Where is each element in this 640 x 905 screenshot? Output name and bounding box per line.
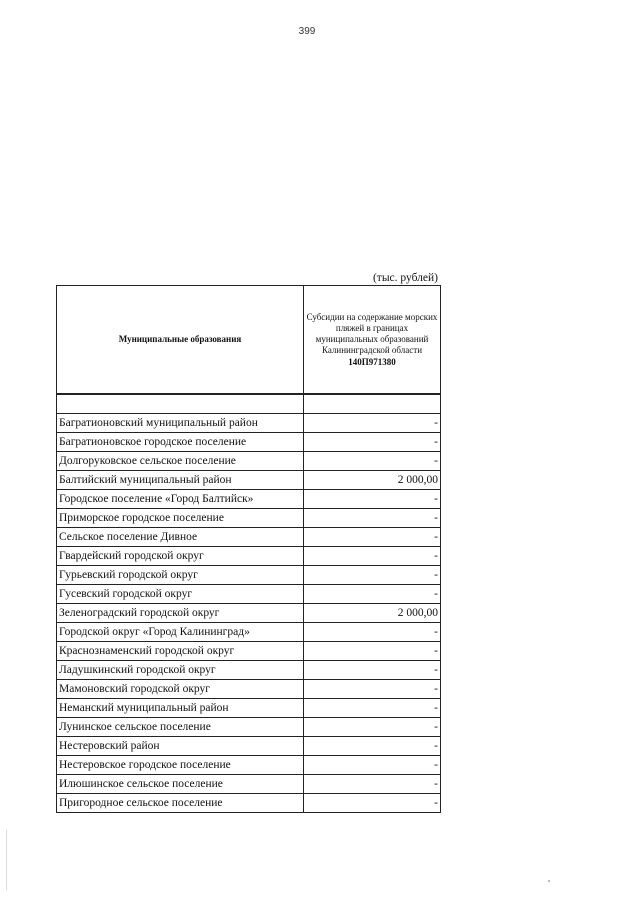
subsidy-value: 2 000,00 [304,604,441,623]
subsidy-value: - [304,414,441,433]
municipality-name: Пригородное сельское поселение [57,794,304,813]
table-row [57,566,441,585]
municipality-name: Мамоновский городской округ [57,680,304,699]
municipality-name: Гвардейский городской округ [57,547,304,566]
table-row [57,775,441,794]
table-row [57,547,441,566]
municipality-name: Зеленоградский городской округ [57,604,304,623]
subsidy-value: - [304,509,441,528]
subsidy-value: - [304,775,441,794]
municipality-name: Гурьевский городской округ [57,566,304,585]
table-row [57,471,441,490]
scan-dot [548,880,550,882]
table-body [57,394,441,813]
municipality-name: Городской округ «Город Калининград» [57,623,304,642]
subsidy-value: - [304,680,441,699]
table-row [57,737,441,756]
table-row [57,718,441,737]
table-row [57,623,441,642]
municipality-name: Гусевский городской округ [57,585,304,604]
subsidy-value: - [304,794,441,813]
municipality-name: Сельское поселение Дивное [57,528,304,547]
scan-margin-mark [6,830,7,890]
subsidy-value: - [304,452,441,471]
header-municipalities: Муниципальные образования [57,286,304,395]
subsidy-value: - [304,623,441,642]
municipality-name: Лунинское сельское поселение [57,718,304,737]
subsidy-value: - [304,566,441,585]
table-row [57,509,441,528]
table-row [57,604,441,623]
subsidy-value: - [304,737,441,756]
table-row [57,699,441,718]
municipality-name: Приморское городское поселение [57,509,304,528]
table-row [57,490,441,509]
municipality-name: Балтийский муниципальный район [57,471,304,490]
table-row [57,585,441,604]
subsidy-value: - [304,490,441,509]
subsidy-value: - [304,547,441,566]
header-spacer-row [57,394,441,414]
municipality-name: Нестеровский район [57,737,304,756]
table-header-row [57,286,441,395]
header-subsidy [304,286,441,395]
municipality-name: Долгоруковское сельское поселение [57,452,304,471]
subsidy-value: - [304,585,441,604]
table-row [57,661,441,680]
units-label: (тыс. рублей) [372,272,438,284]
municipality-name: Багратионовский муниципальный район [57,414,304,433]
municipality-name: Ладушкинский городской округ [57,661,304,680]
municipality-name: Багратионовское городское поселение [57,433,304,452]
municipality-name: Краснознаменский городской округ [57,642,304,661]
subsidy-value: - [304,699,441,718]
subsidy-value: - [304,528,441,547]
header-subsidy-text: Субсидии на содержание морских пляжей в границах муниципальных образований Калининградской области [306,311,438,355]
page-number: 399 [298,26,316,37]
table-row [57,528,441,547]
subsidy-value: 2 000,00 [304,471,441,490]
municipality-name: Нестеровское городское поселение [57,756,304,775]
subsidy-value: - [304,756,441,775]
table-row [57,414,441,433]
subsidy-value: - [304,433,441,452]
table-row [57,794,441,813]
municipality-name: Городское поселение «Город Балтийск» [57,490,304,509]
table-row [57,680,441,699]
header-subsidy-code: 140П971380 [348,356,396,367]
table-row [57,452,441,471]
table-row [57,756,441,775]
municipality-name: Илюшинское сельское поселение [57,775,304,794]
subsidy-value: - [304,642,441,661]
subsidy-value: - [304,661,441,680]
table-row [57,642,441,661]
subsidy-table [56,285,441,813]
table-row [57,433,441,452]
municipality-name: Неманский муниципальный район [57,699,304,718]
subsidy-value: - [304,718,441,737]
